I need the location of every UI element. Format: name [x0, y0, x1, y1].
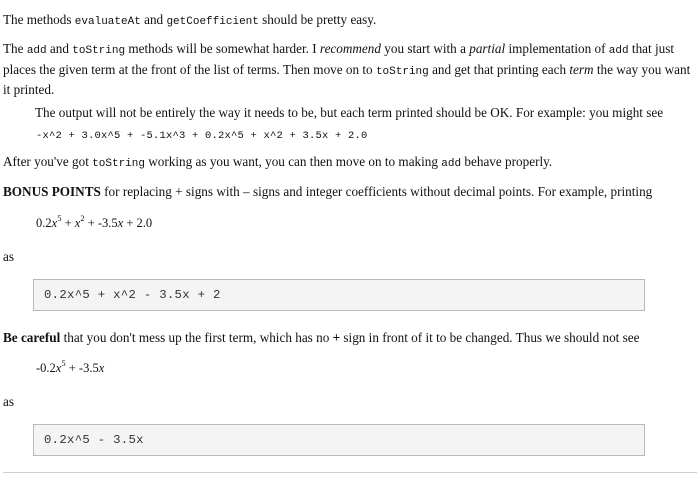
divider	[3, 472, 697, 473]
code-example-unsorted: -x^2 + 3.0x^5 + -5.1x^3 + 0.2x^5 + x^2 + 3.5x + 2.0	[36, 130, 368, 142]
inline-code: toString	[72, 45, 126, 57]
math-example-1: $0.2x^5 + x^2 + -3.5x + 2.0$	[36, 212, 153, 230]
paragraph-easy-methods: The methods evaluateAt and getCoefficient should be pretty easy.	[3, 12, 377, 28]
math-example-2: $-0.2x^5 + -3.5x$	[36, 357, 105, 375]
inline-code: getCoefficient	[166, 16, 259, 28]
paragraph-bonus-points: BONUS POINTS for replacing + signs with – signs and integer coefficients without decimal points. For example, printing	[3, 184, 653, 199]
inline-code: evaluateAt	[74, 16, 141, 28]
code-box-first-term: 0.2x^5 - 3.5x	[33, 424, 645, 456]
inline-code: toString	[375, 65, 429, 78]
as-label: as	[3, 249, 14, 264]
paragraph-harder-methods: The add and toString methods will be somewhat harder. I recommend you start with a partial implementation of add that just places the given term at the front of the list of terms. Then move on to toString and get that printing each term the way you want it printed.	[3, 41, 691, 97]
inline-code: add	[441, 158, 462, 170]
inline-code: add	[608, 45, 629, 57]
paragraph-output-note: The output will not be entirely the way it needs to be, but each term printed should be OK. For example: you might see	[35, 105, 664, 120]
paragraph-be-careful: Be careful that you don't mess up the first term, which has no + sign in front of it to be changed. Thus we should not see	[3, 330, 640, 345]
paragraph-after-tostring: After you've got toString working as you want, you can then move on to making add behave properly.	[3, 154, 553, 170]
inline-code: add	[26, 45, 47, 57]
code-box-formatted: 0.2x^5 + x^2 - 3.5x + 2	[33, 279, 645, 311]
inline-code: toString	[92, 158, 145, 170]
as-label: as	[3, 394, 14, 409]
